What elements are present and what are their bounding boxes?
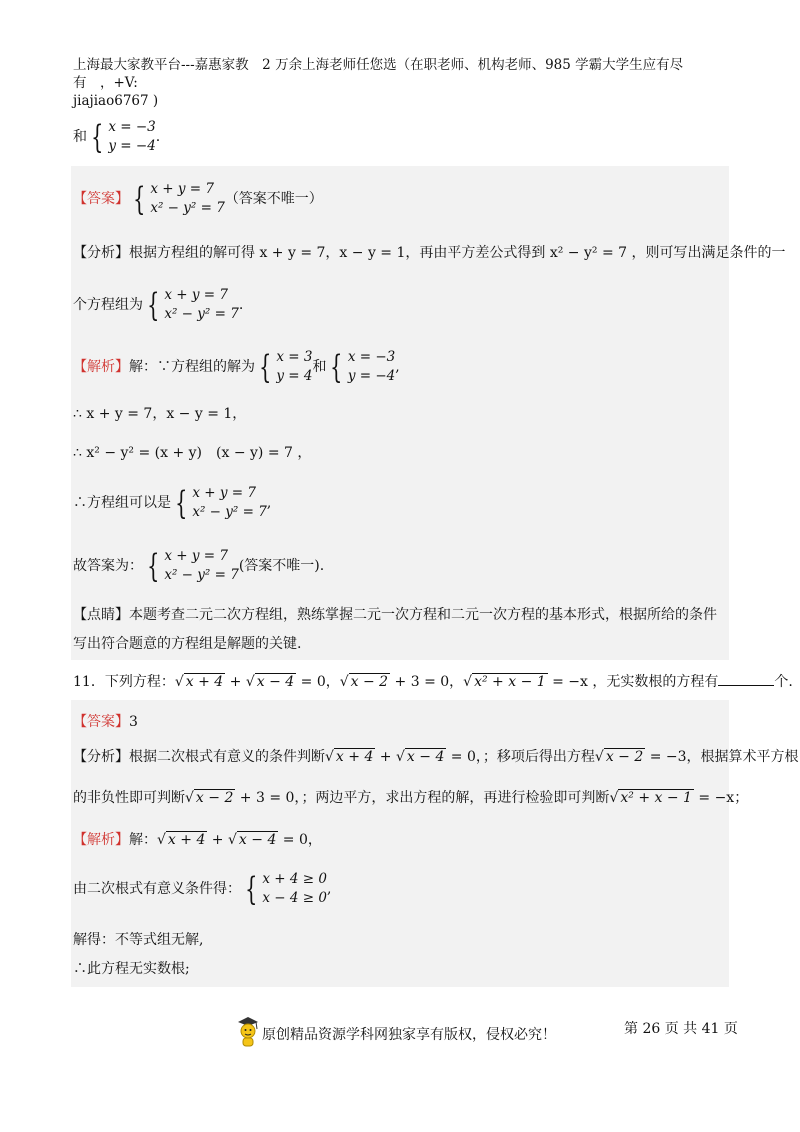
answer-blank <box>718 673 774 686</box>
q11-condition: 由二次根式有意义条件得： { x + 4 ≥ 0 x − 4 ≥ 0 , <box>73 870 332 908</box>
copyright-notice: 原创精品资源学科网独家享有版权，侵权必究！ <box>262 1027 556 1043</box>
page-number: 第 26 页 共 41 页 <box>624 1021 738 1037</box>
answer-tag: 【答案】 <box>73 191 129 207</box>
header-line-1: 上海最大家教平台---嘉惠家教 2 万余上海老师任您选（在职老师、机构老师、985 学霸大学生应有尽有 ，+V: <box>73 57 684 91</box>
page-header <box>73 56 723 110</box>
q11-analysis-line1: 【分析】根据二次根式有意义的条件判断√ x + 4 + √ x − 4 = 0，；移项后得出方程√ x − 2 = −3，根据算术平方根 <box>73 749 799 765</box>
prev-solution-system: { x = −3 y = −4 <box>91 118 156 156</box>
q10-comment-line2: 写出符合题意的方程组是解题的关键. <box>73 636 302 652</box>
prev-solution: 和 { x = −3 y = −4 . <box>73 118 161 156</box>
mascot-icon <box>236 1016 260 1052</box>
q11-analysis-line2: 的非负性即可判断√ x − 2 + 3 = 0，；两边平方，求出方程的解，再进行检验即可判断√ x² + x − 1 = −x； <box>73 790 749 806</box>
q10-solution-line1: 【解析】解：∵方程组的解为 { x = 3 y = 4 和 { x = −3 y = −4 , <box>73 348 400 386</box>
q11-answer: 【答案】3 <box>73 714 138 730</box>
q10-final: 故答案为： { x + y = 7 x² − y² = 7 (答案不唯一). <box>73 547 325 585</box>
comment-tag: 【点睛】 <box>73 607 129 623</box>
q10-step3: ∴方程组可以是 { x + y = 7 x² − y² = 7 , <box>73 484 272 522</box>
q11-solution: 【解析】解：√ x + 4 + √ x − 4 = 0， <box>73 832 322 848</box>
q10-answer: 【答案】 { x + y = 7 x² − y² = 7 （答案不唯一） <box>73 180 323 218</box>
q10-analysis-line1: 【分析】根据方程组的解可得 x + y = 7，x − y = 1，再由平方差公式得到 x² − y² = 7 ，则可写出满足条件的一 <box>73 245 786 261</box>
q10-analysis-line2: 个方程组为 { x + y = 7 x² − y² = 7 . <box>73 286 244 324</box>
q10-step2: ∴ x² − y² = (x + y) (x − y) = 7 ， <box>73 445 312 461</box>
answer-system: { x + y = 7 x² − y² = 7 <box>133 180 225 218</box>
q11-conclude-line: ∴此方程无实数根; <box>73 961 190 977</box>
q11-solve-line: 解得：不等式组无解, <box>73 932 204 948</box>
q10-step1: ∴ x + y = 7，x − y = 1， <box>73 406 247 422</box>
q11-question: 11．下列方程：√ x + 4 + √ x − 4 = 0，√ x − 2 + 3 = 0，√ x² + x − 1 = −x ，无实数根的方程有 个. <box>73 674 793 690</box>
q10-comment-line1: 【点睛】本题考查二元二次方程组，熟练掌握二元一次方程和二元一次方程的基本形式，根据所给的条件 <box>73 607 717 623</box>
solution-tag: 【解析】 <box>73 359 129 375</box>
analysis-tag: 【分析】 <box>73 245 129 261</box>
header-line-2: jiajiao6767 ) <box>73 93 159 109</box>
